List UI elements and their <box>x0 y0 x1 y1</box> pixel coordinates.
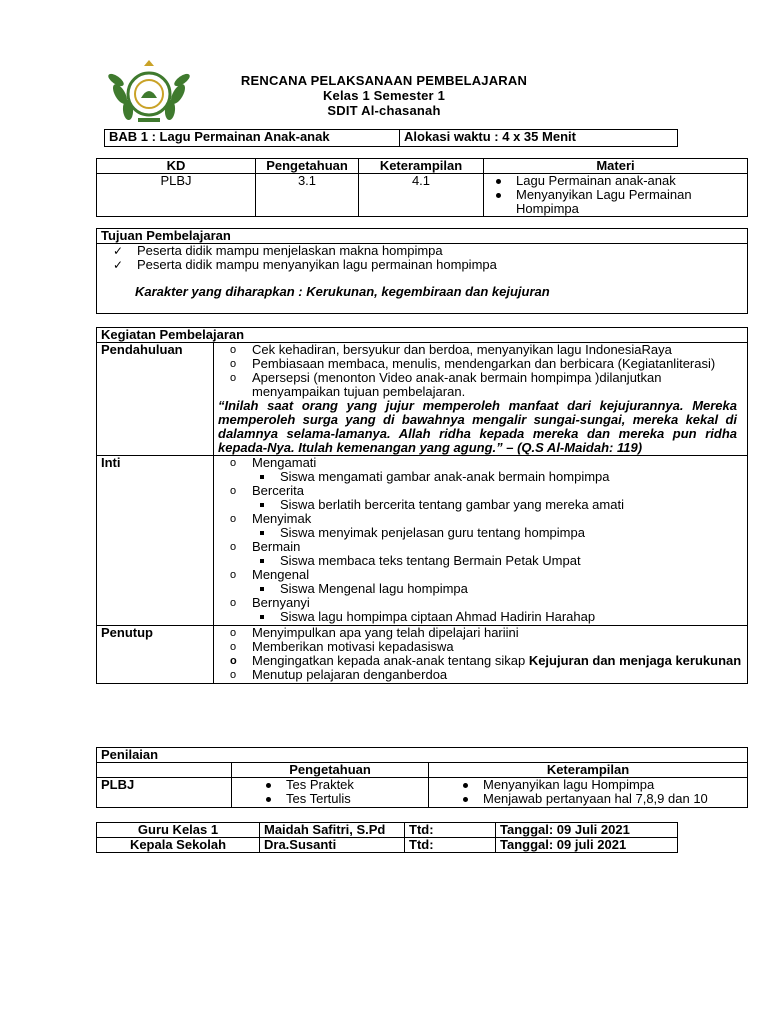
pendahuluan-item: o Pembiasaan membaca, menulis, mendengarkan dan berbicara (Kegiatanliterasi) <box>252 357 743 371</box>
inti-detail: Siswa membaca teks tentang Bermain Petak Umpat <box>280 554 743 568</box>
inti-detail: Siswa menyimak penjelasan guru tentang hompimpa <box>280 526 743 540</box>
penilaian-item: Menjawab pertanyaan hal 7,8,9 dan 10 <box>483 792 743 806</box>
keterampilan-header: Keterampilan <box>359 159 484 174</box>
kegiatan-title: Kegiatan Pembelajaran <box>97 328 748 343</box>
sig-name: Maidah Safitri, S.Pd <box>260 823 405 838</box>
inti-step-label: Bermain <box>252 539 301 554</box>
penilaian-keterampilan-cell <box>429 778 748 808</box>
sig-ttd: Ttd: <box>405 823 496 838</box>
sig-date: Tanggal: 09 juli 2021 <box>496 838 678 853</box>
pendahuluan-label: Pendahuluan <box>97 343 214 456</box>
inti-cell <box>214 456 748 626</box>
pengetahuan-header: Pengetahuan <box>256 159 359 174</box>
tujuan-body <box>97 244 748 314</box>
quran-quote: “Inilah saat orang yang jujur memperoleh manfaat dari kejujurannya. Mereka memperoleh surga yang di bawahnya mengalir sungai-sungai, mereka kekal di dalamnya selama-lamanya. Allah ridha kepada mereka dan mereka pun ridha kepada-Nya. Itulah kemenangan yang agung.” – (Q.S Al-Maidah: 119) <box>218 398 737 455</box>
inti-detail: Siswa berlatih bercerita tentang gambar yang mereka amati <box>280 498 743 512</box>
doc-class: Kelas 1 Semester 1 <box>322 88 446 103</box>
inti-step <box>252 512 743 540</box>
sig-role: Guru Kelas 1 <box>97 823 260 838</box>
document-header <box>150 73 618 118</box>
penilaian-item: Tes Tertulis <box>286 792 424 806</box>
penutup-cell <box>214 626 748 684</box>
penilaian-col-keterampilan: Keterampilan <box>429 763 748 778</box>
bab-title: BAB 1 : Lagu Permainan Anak-anak <box>105 130 400 147</box>
penilaian-table <box>96 747 748 808</box>
inti-detail: Siswa mengamati gambar anak-anak bermain hompimpa <box>280 470 743 484</box>
kegiatan-table <box>96 327 748 684</box>
inti-label: Inti <box>97 456 214 626</box>
penilaian-title: Penilaian <box>97 748 748 763</box>
pengetahuan-value: 3.1 <box>256 174 359 217</box>
pendahuluan-item: o Cek kehadiran, bersyukur dan berdoa, menyanyikan lagu IndonesiaRaya <box>252 343 743 357</box>
penilaian-pengetahuan-cell <box>232 778 429 808</box>
materi-item: Menyanyikan Lagu Permainan Hompimpa <box>516 188 743 216</box>
inti-detail: Siswa Mengenal lagu hompimpa <box>280 582 743 596</box>
tujuan-table <box>96 228 748 314</box>
doc-title: RENCANA PELAKSANAAN PEMBELAJARAN <box>240 73 528 88</box>
inti-step-label: Bernyanyi <box>252 595 310 610</box>
signature-table <box>96 822 678 853</box>
kd-value: PLBJ <box>97 174 256 217</box>
penutup-item: o Memberikan motivasi kepadasiswa <box>252 640 743 654</box>
keterampilan-value: 4.1 <box>359 174 484 217</box>
pendahuluan-item: o Apersepsi (menonton Video anak-anak bermain hompimpa )dilanjutkan menyampaikan tujuan pembelajaran. <box>252 371 743 399</box>
inti-step-label: Mengamati <box>252 455 317 470</box>
alokasi-waktu: Alokasi waktu : 4 x 35 Menit <box>400 130 678 147</box>
penilaian-item: Tes Praktek <box>286 778 424 792</box>
materi-header: Materi <box>484 159 748 174</box>
tujuan-item: ✓ Peserta didik mampu menjelaskan makna hompimpa <box>137 244 743 258</box>
kd-header: KD <box>97 159 256 174</box>
bab-table <box>104 129 678 147</box>
penilaian-item: Menyanyikan lagu Hompimpa <box>483 778 743 792</box>
inti-step <box>252 540 743 568</box>
sig-role: Kepala Sekolah <box>97 838 260 853</box>
penutup-item-text: Mengingatkan kepada anak-anak tentang sikap <box>252 653 529 668</box>
penilaian-blank <box>97 763 232 778</box>
tujuan-item: ✓ Peserta didik mampu menyanyikan lagu permainan hompimpa <box>137 258 743 272</box>
inti-step-label: Bercerita <box>252 483 305 498</box>
pendahuluan-cell <box>214 343 748 456</box>
penutup-item: o Menutup pelajaran denganberdoa <box>252 668 743 682</box>
penutup-item: o Menyimpulkan apa yang telah dipelajari hariini <box>252 626 743 640</box>
inti-detail: Siswa lagu hompimpa ciptaan Ahmad Hadirin Harahap <box>280 610 743 624</box>
tujuan-title: Tujuan Pembelajaran <box>97 229 748 244</box>
sig-ttd: Ttd: <box>405 838 496 853</box>
sig-date: Tanggal: 09 Juli 2021 <box>496 823 678 838</box>
kd-table <box>96 158 748 217</box>
inti-step <box>252 456 743 484</box>
inti-step <box>252 568 743 596</box>
penutup-item-bold: Kejujuran dan menjaga kerukunan <box>528 653 742 668</box>
inti-step-label: Menyimak <box>252 511 312 526</box>
materi-cell <box>484 174 748 217</box>
inti-step <box>252 484 743 512</box>
penutup-item <box>252 654 743 668</box>
doc-school: SDIT Al-chasanah <box>327 103 441 118</box>
sig-name: Dra.Susanti <box>260 838 405 853</box>
penutup-label: Penutup <box>97 626 214 684</box>
karakter-text: Karakter yang diharapkan : Kerukunan, kegembiraan dan kejujuran <box>135 284 550 299</box>
penilaian-col-pengetahuan: Pengetahuan <box>232 763 429 778</box>
materi-item: Lagu Permainan anak-anak <box>516 174 743 188</box>
penilaian-row-label: PLBJ <box>97 778 232 808</box>
inti-step-label: Mengenal <box>252 567 310 582</box>
inti-step <box>252 596 743 624</box>
